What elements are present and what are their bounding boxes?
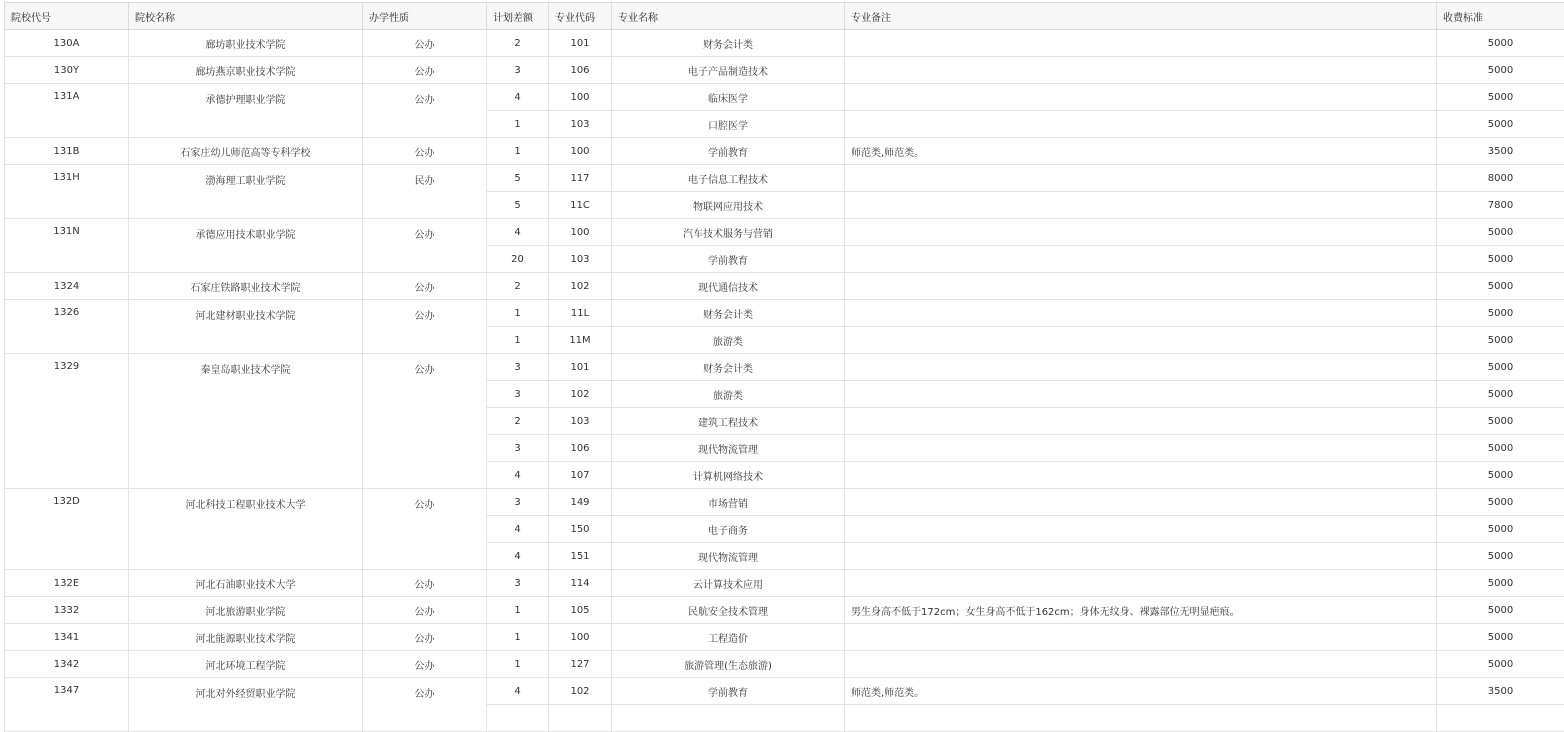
major-note-cell [845,705,1437,732]
major-code-cell: 11C [549,192,612,219]
school-nature-cell: 公办 [363,57,487,84]
major-code-cell: 11M [549,327,612,354]
school-nature-cell: 公办 [363,354,487,489]
school-name-cell: 石家庄幼儿师范高等专科学校 [129,138,363,165]
major-code-cell: 103 [549,111,612,138]
plan-gap-cell: 3 [487,354,549,381]
major-name-cell: 财务会计类 [612,300,845,327]
header-school-name: 院校名称 [129,3,363,30]
school-code-cell: 1329 [5,354,129,489]
fee-cell: 5000 [1437,462,1564,489]
major-note-cell: 男生身高不低于172cm；女生身高不低于162cm；身体无纹身、裸露部位无明显疤痕。 [845,597,1437,624]
major-code-cell: 100 [549,624,612,651]
school-nature-cell: 公办 [363,489,487,570]
major-name-cell: 市场营销 [612,489,845,516]
plan-gap-cell: 3 [487,570,549,597]
plan-gap-cell: 1 [487,111,549,138]
major-note-cell [845,570,1437,597]
major-code-cell: 101 [549,354,612,381]
fee-cell: 5000 [1437,57,1564,84]
school-code-cell: 130Y [5,57,129,84]
plan-gap-cell: 20 [487,246,549,273]
fee-cell: 3500 [1437,678,1564,705]
major-name-cell: 电子产品制造技术 [612,57,845,84]
major-code-cell: 106 [549,57,612,84]
major-name-cell: 学前教育 [612,246,845,273]
plan-gap-cell: 1 [487,327,549,354]
fee-cell: 5000 [1437,111,1564,138]
major-name-cell [612,705,845,732]
fee-cell: 5000 [1437,516,1564,543]
school-code-cell: 1332 [5,597,129,624]
major-code-cell: 151 [549,543,612,570]
fee-cell [1437,705,1564,732]
major-name-cell: 物联网应用技术 [612,192,845,219]
table-row [5,489,1564,516]
major-note-cell: 师范类,师范类。 [845,138,1437,165]
major-note-cell [845,246,1437,273]
major-note-cell [845,354,1437,381]
major-note-cell [845,543,1437,570]
plan-gap-cell: 5 [487,165,549,192]
major-note-cell [845,165,1437,192]
major-name-cell: 建筑工程技术 [612,408,845,435]
major-note-cell [845,111,1437,138]
school-code-cell: 131H [5,165,129,219]
major-name-cell: 口腔医学 [612,111,845,138]
plan-gap-cell: 2 [487,273,549,300]
plan-gap-cell: 1 [487,300,549,327]
header-fee: 收费标准 [1437,3,1564,30]
major-code-cell: 149 [549,489,612,516]
table-row [5,651,1564,678]
fee-cell: 5000 [1437,381,1564,408]
school-name-cell: 河北科技工程职业技术大学 [129,489,363,570]
table-row [5,30,1564,57]
major-code-cell: 103 [549,246,612,273]
school-nature-cell: 公办 [363,138,487,165]
school-nature-cell: 民办 [363,165,487,219]
major-code-cell: 101 [549,30,612,57]
major-code-cell: 102 [549,678,612,705]
table-row [5,84,1564,111]
school-code-cell: 1347 [5,678,129,732]
plan-gap-cell: 4 [487,219,549,246]
major-code-cell [549,705,612,732]
major-name-cell: 现代物流管理 [612,435,845,462]
admissions-table [4,2,1564,732]
major-name-cell: 计算机网络技术 [612,462,845,489]
school-nature-cell: 公办 [363,651,487,678]
school-nature-cell: 公办 [363,597,487,624]
plan-gap-cell: 1 [487,597,549,624]
major-name-cell: 旅游管理(生态旅游) [612,651,845,678]
school-code-cell: 1324 [5,273,129,300]
header-nature: 办学性质 [363,3,487,30]
major-note-cell [845,651,1437,678]
major-code-cell: 150 [549,516,612,543]
fee-cell: 5000 [1437,489,1564,516]
fee-cell: 5000 [1437,651,1564,678]
major-code-cell: 100 [549,219,612,246]
school-code-cell: 131N [5,219,129,273]
major-code-cell: 114 [549,570,612,597]
major-code-cell: 103 [549,408,612,435]
major-note-cell [845,381,1437,408]
major-name-cell: 旅游类 [612,381,845,408]
plan-gap-cell: 3 [487,381,549,408]
major-note-cell [845,624,1437,651]
table-row [5,165,1564,192]
school-nature-cell: 公办 [363,300,487,354]
school-nature-cell: 公办 [363,570,487,597]
major-note-cell [845,84,1437,111]
table-row [5,678,1564,705]
school-name-cell: 河北建材职业技术学院 [129,300,363,354]
major-name-cell: 财务会计类 [612,30,845,57]
header-major-code: 专业代码 [549,3,612,30]
major-name-cell: 临床医学 [612,84,845,111]
major-name-cell: 电子商务 [612,516,845,543]
header-major-name: 专业名称 [612,3,845,30]
school-code-cell: 130A [5,30,129,57]
fee-cell: 5000 [1437,327,1564,354]
plan-gap-cell: 3 [487,435,549,462]
major-name-cell: 汽车技术服务与营销 [612,219,845,246]
table-row [5,354,1564,381]
school-name-cell: 河北旅游职业学院 [129,597,363,624]
major-name-cell: 电子信息工程技术 [612,165,845,192]
major-note-cell [845,516,1437,543]
plan-gap-cell: 1 [487,624,549,651]
school-name-cell: 承德应用技术职业学院 [129,219,363,273]
plan-gap-cell: 3 [487,57,549,84]
fee-cell: 7800 [1437,192,1564,219]
fee-cell: 5000 [1437,570,1564,597]
school-name-cell: 廊坊燕京职业技术学院 [129,57,363,84]
fee-cell: 5000 [1437,543,1564,570]
school-code-cell: 131A [5,84,129,138]
fee-cell: 5000 [1437,84,1564,111]
major-code-cell: 11L [549,300,612,327]
school-nature-cell: 公办 [363,219,487,273]
fee-cell: 5000 [1437,624,1564,651]
major-note-cell: 师范类,师范类。 [845,678,1437,705]
school-name-cell: 承德护理职业学院 [129,84,363,138]
school-nature-cell: 公办 [363,624,487,651]
major-note-cell [845,219,1437,246]
school-name-cell: 河北环境工程学院 [129,651,363,678]
fee-cell: 5000 [1437,300,1564,327]
school-name-cell: 廊坊职业技术学院 [129,30,363,57]
major-note-cell [845,462,1437,489]
school-name-cell: 石家庄铁路职业技术学院 [129,273,363,300]
major-code-cell: 127 [549,651,612,678]
school-name-cell: 渤海理工职业学院 [129,165,363,219]
major-note-cell [845,408,1437,435]
plan-gap-cell: 3 [487,489,549,516]
major-code-cell: 105 [549,597,612,624]
major-name-cell: 学前教育 [612,678,845,705]
plan-gap-cell: 2 [487,408,549,435]
school-code-cell: 1342 [5,651,129,678]
major-code-cell: 107 [549,462,612,489]
major-note-cell [845,273,1437,300]
table-body [5,30,1564,732]
fee-cell: 3500 [1437,138,1564,165]
plan-gap-cell: 4 [487,516,549,543]
plan-gap-cell: 1 [487,651,549,678]
school-code-cell: 132D [5,489,129,570]
header-plan-gap: 计划差额 [487,3,549,30]
school-name-cell: 河北石油职业技术大学 [129,570,363,597]
fee-cell: 8000 [1437,165,1564,192]
school-code-cell: 1326 [5,300,129,354]
school-code-cell: 1341 [5,624,129,651]
fee-cell: 5000 [1437,597,1564,624]
school-name-cell: 秦皇岛职业技术学院 [129,354,363,489]
major-name-cell: 现代通信技术 [612,273,845,300]
school-nature-cell: 公办 [363,273,487,300]
major-note-cell [845,300,1437,327]
table-row [5,273,1564,300]
major-name-cell: 工程造价 [612,624,845,651]
fee-cell: 5000 [1437,435,1564,462]
table-row [5,57,1564,84]
table-row [5,570,1564,597]
major-name-cell: 民航安全技术管理 [612,597,845,624]
table-row [5,597,1564,624]
major-name-cell: 现代物流管理 [612,543,845,570]
fee-cell: 5000 [1437,219,1564,246]
table-row [5,624,1564,651]
major-note-cell [845,57,1437,84]
header-school-code: 院校代号 [5,3,129,30]
school-nature-cell: 公办 [363,84,487,138]
school-nature-cell: 公办 [363,30,487,57]
major-note-cell [845,327,1437,354]
school-name-cell: 河北对外经贸职业学院 [129,678,363,732]
plan-gap-cell: 1 [487,138,549,165]
major-note-cell [845,192,1437,219]
plan-gap-cell: 4 [487,84,549,111]
header-major-note: 专业备注 [845,3,1437,30]
plan-gap-cell: 4 [487,462,549,489]
school-code-cell: 132E [5,570,129,597]
major-note-cell [845,489,1437,516]
plan-gap-cell: 4 [487,678,549,705]
fee-cell: 5000 [1437,354,1564,381]
major-name-cell: 财务会计类 [612,354,845,381]
major-name-cell: 云计算技术应用 [612,570,845,597]
plan-gap-cell: 2 [487,30,549,57]
table-row [5,219,1564,246]
major-code-cell: 102 [549,381,612,408]
table-row [5,138,1564,165]
major-name-cell: 学前教育 [612,138,845,165]
major-note-cell [845,435,1437,462]
major-code-cell: 117 [549,165,612,192]
table-row [5,300,1564,327]
fee-cell: 5000 [1437,273,1564,300]
major-name-cell: 旅游类 [612,327,845,354]
major-code-cell: 100 [549,84,612,111]
major-code-cell: 102 [549,273,612,300]
fee-cell: 5000 [1437,408,1564,435]
major-code-cell: 100 [549,138,612,165]
header-row [5,3,1564,30]
plan-gap-cell [487,705,549,732]
plan-gap-cell: 4 [487,543,549,570]
fee-cell: 5000 [1437,30,1564,57]
school-code-cell: 131B [5,138,129,165]
major-note-cell [845,30,1437,57]
fee-cell: 5000 [1437,246,1564,273]
school-nature-cell: 公办 [363,678,487,732]
major-code-cell: 106 [549,435,612,462]
plan-gap-cell: 5 [487,192,549,219]
school-name-cell: 河北能源职业技术学院 [129,624,363,651]
